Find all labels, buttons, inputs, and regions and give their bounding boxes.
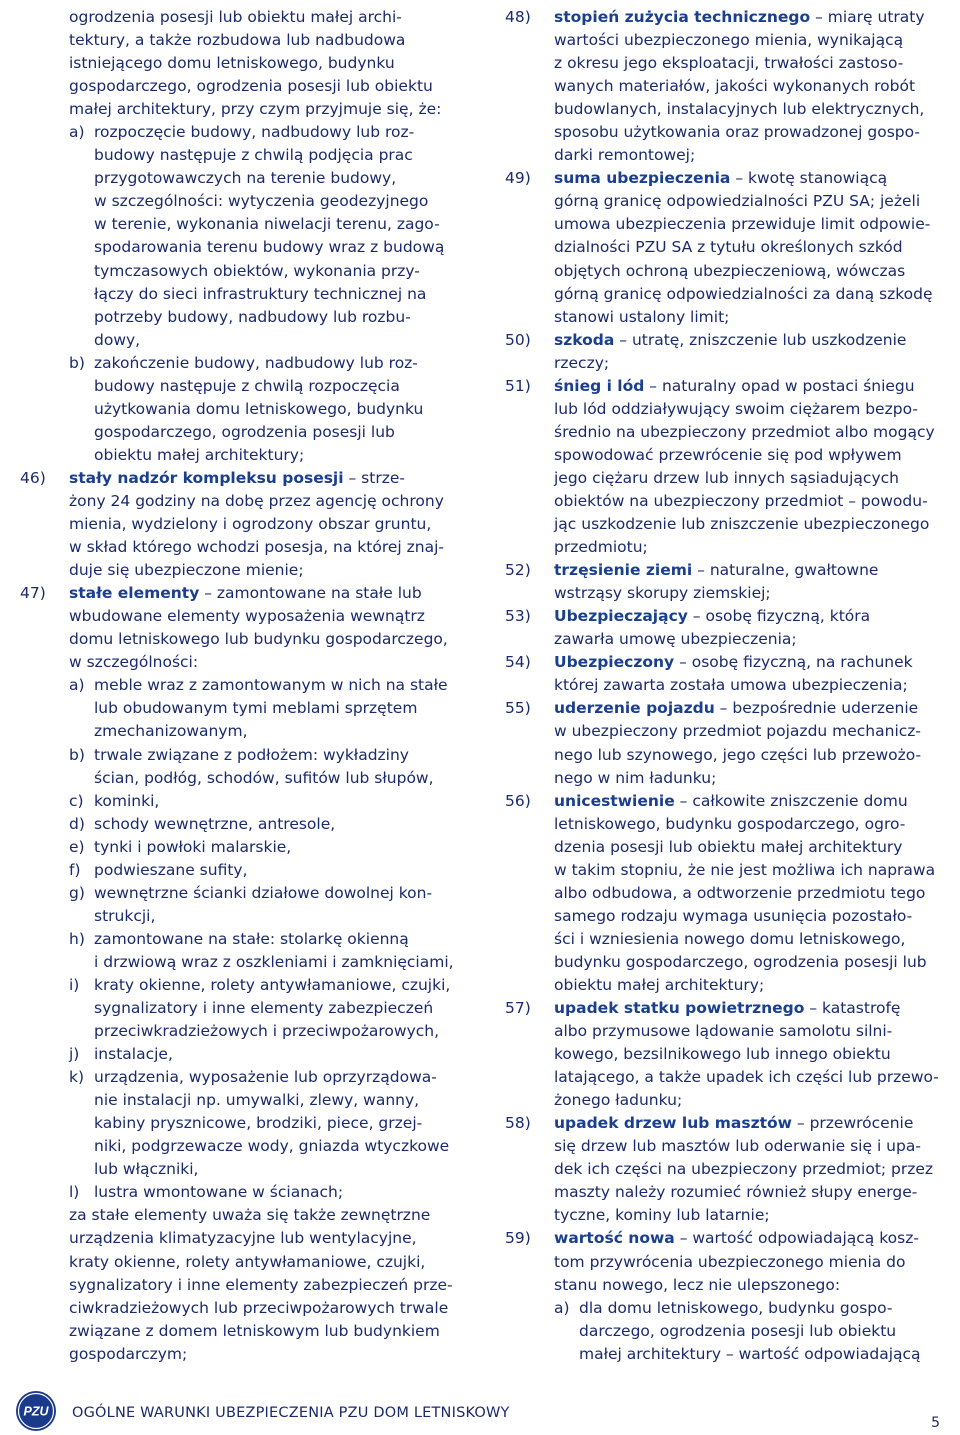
definition-text: – kwotę stanowiącą: [730, 169, 888, 188]
text-line: przygotowawczych na terenie budowy,: [94, 169, 397, 188]
text-line: tymczasowych obiektów, wykonania przy-: [94, 261, 420, 280]
sub-item-text: [94, 813, 475, 836]
sub-item-text: [94, 1043, 475, 1066]
text-line: związane z domem letniskowym lub budynkiem: [69, 1321, 440, 1340]
definition-text: – osobę fizyczną, na rachunek: [674, 653, 913, 672]
sub-item-letter: g): [69, 883, 85, 902]
definition-term: śnieg i lód: [554, 376, 645, 395]
text-line: nego lub szynowego, jego części lub przewożo-: [554, 745, 922, 764]
sub-item-letter: b): [69, 353, 85, 372]
text-line: obiektów na ubezpieczony przedmiot – powodu-: [554, 491, 928, 510]
sub-item: [69, 813, 475, 836]
definition-term: upadek drzew lub masztów: [554, 1114, 792, 1133]
definition-text: – utratę, zniszczenie lub uszkodzenie: [614, 330, 907, 349]
definition-number: 47): [20, 584, 46, 603]
text-line: dzialności PZU SA z tytułu określonych szkód: [554, 238, 903, 257]
sub-item-letter: h): [69, 929, 85, 948]
text-line: wbudowane elementy wyposażenia wewnątrz: [69, 607, 425, 626]
text-line: nego w nim ładunku;: [554, 768, 717, 787]
text-line: podwieszane sufity,: [94, 860, 248, 879]
text-line: użytkowania domu letniskowego, budynku: [94, 399, 424, 418]
definition-term: upadek statku powietrznego: [554, 999, 805, 1018]
definition-number: 58): [505, 1114, 531, 1133]
text-line: nie instalacji np. umywalki, zlewy, wanny,: [94, 1091, 420, 1110]
definition-number: 51): [505, 376, 531, 395]
text-line: zakończenie budowy, nadbudowy lub roz-: [94, 353, 418, 372]
text-line: w takim stopniu, że nie jest możliwa ich naprawa: [554, 860, 936, 879]
definition-text: – naturalny opad w postaci śniegu: [644, 376, 915, 395]
intro-paragraph: [69, 6, 475, 121]
sub-item-text: [94, 928, 475, 974]
definition-text: – osobę fizyczną, która: [687, 607, 871, 626]
text-line: się drzew lub masztów lub oderwanie się i upa-: [554, 1137, 921, 1156]
definition-number: 53): [505, 607, 531, 626]
text-line: duje się ubezpieczone mienie;: [69, 561, 304, 580]
text-line: spowodować przewrócenie się pod wpływem: [554, 445, 902, 464]
sub-item-letter: e): [69, 837, 85, 856]
text-line: [554, 651, 955, 674]
text-line: w ubezpieczony przedmiot pojazdu mechanicz-: [554, 722, 922, 741]
sub-item: [69, 882, 475, 928]
text-line: tyczne, kominy lub latarnie;: [554, 1206, 770, 1225]
sub-item-text: [94, 974, 475, 1043]
text-line: sposobu użytkowania oraz prowadzonej gospo-: [554, 123, 920, 142]
sub-item-letter: c): [69, 791, 84, 810]
text-line: ogrodzenia posesji lub obiektu małej archi-: [69, 8, 402, 26]
sub-item: [69, 836, 475, 859]
text-line: wstrząsy skorupy ziemskiej;: [554, 584, 771, 603]
text-line: [554, 6, 955, 29]
definition-body: [554, 375, 955, 559]
definition-number: 59): [505, 1229, 531, 1248]
text-line: mienia, wydzielony i ogrodzony obszar gruntu,: [69, 515, 432, 534]
text-line: maszty należy rozumieć również słupy energe-: [554, 1183, 918, 1202]
definition-item: [505, 1227, 955, 1296]
text-line: [554, 167, 955, 190]
text-line: kowego, bezsilnikowego lub innego obiektu: [554, 1045, 891, 1064]
text-line: umowa ubezpieczenia przewiduje limit odpowie-: [554, 215, 931, 234]
text-line: której zawarta została umowa ubezpieczenia;: [554, 676, 908, 695]
text-line: schody wewnętrzne, antresole,: [94, 814, 336, 833]
text-line: instalacje,: [94, 1045, 173, 1064]
text-line: i drzwiową wraz z oszkleniami i zamknięciami,: [94, 952, 454, 971]
definition-term: stałe elementy: [69, 584, 200, 603]
definition-text: – całkowite zniszczenie domu: [674, 791, 908, 810]
definition-number: 56): [505, 791, 531, 810]
definition-number: 49): [505, 169, 531, 188]
text-line: obiektu małej architektury;: [94, 445, 305, 464]
sub-item: [69, 974, 475, 1043]
definition-item: [505, 697, 955, 789]
text-line: z okresu jego eksploatacji, trwałości zastoso-: [554, 54, 904, 73]
text-line: letniskowego, budynku gospodarczego, ogro-: [554, 814, 906, 833]
sub-item-text: [94, 859, 475, 882]
text-line: dowy,: [94, 330, 141, 349]
definition-body: [554, 790, 955, 997]
sub-item: [69, 744, 475, 790]
text-line: gospodarczego, ogrodzenia posesji lub obiektu: [69, 77, 433, 96]
text-line: [69, 582, 475, 605]
definition-text: – zamontowane na stałe lub: [199, 584, 422, 603]
definition-body: [554, 605, 955, 651]
definition-text: – katastrofę: [804, 999, 901, 1018]
definition-term: uderzenie pojazdu: [554, 699, 715, 718]
text-line: tom przywrócenia ubezpieczonego mienia do: [554, 1252, 906, 1271]
pzu-logo: [14, 1389, 58, 1433]
definition-number: 55): [505, 699, 531, 718]
text-line: wanych materiałów, jakości wykonanych robót: [554, 77, 916, 96]
definition-body: [69, 582, 475, 674]
definition-number: 54): [505, 653, 531, 672]
text-line: lub obudowanym tymi meblami sprzętem: [94, 699, 418, 718]
text-line: gospodarczym;: [69, 1344, 188, 1363]
text-line: [554, 1112, 955, 1135]
text-line: sygnalizatory i inne elementy zabezpieczeń prze-: [69, 1275, 453, 1294]
text-line: łączy do sieci infrastruktury technicznej na: [94, 284, 427, 303]
text-line: jego ciężaru drzew lub innych sąsiadujących: [554, 468, 899, 487]
text-line: tynki i powłoki malarskie,: [94, 837, 292, 856]
sub-item-text: [579, 1297, 955, 1366]
definition-term: unicestwienie: [554, 791, 675, 810]
sub-item: [69, 352, 475, 467]
definition-body: [554, 1112, 955, 1227]
text-line: lub lód oddziaływujący swoim ciężarem bezpo-: [554, 399, 918, 418]
text-line: ścian, podłóg, schodów, sufitów lub słupów,: [94, 768, 434, 787]
text-line: w terenie, wykonania niwelacji terenu, zago-: [94, 215, 440, 234]
definition-term: stały nadzór kompleksu posesji: [69, 468, 344, 487]
text-line: dzenia posesji lub obiektu małej architektury: [554, 837, 903, 856]
definition-item: [505, 790, 955, 997]
text-line: [69, 467, 475, 490]
sub-item-letter: a): [69, 676, 85, 695]
definition-term: Ubezpieczający: [554, 607, 688, 626]
definition-body: [554, 329, 955, 375]
definition-term: trzęsienie ziemi: [554, 561, 693, 580]
text-line: trwale związane z podłożem: wykładziny: [94, 745, 409, 764]
definition-number: 50): [505, 330, 531, 349]
text-line: kominki,: [94, 791, 160, 810]
definition-term: suma ubezpieczenia: [554, 169, 731, 188]
text-line: stanowi ustalony limit;: [554, 307, 730, 326]
text-line: urządzenia, wyposażenie lub oprzyrządowa-: [94, 1068, 437, 1087]
text-line: górną granicę odpowiedzialności za daną szkodę: [554, 284, 933, 303]
sub-item-text: [94, 744, 475, 790]
text-line: samego rodzaju wymaga usunięcia pozostało-: [554, 906, 913, 925]
sub-item-text: [94, 882, 475, 928]
text-line: spodarowania terenu budowy wraz z budową: [94, 238, 445, 257]
definition-item: [505, 605, 955, 651]
text-line: zamontowane na stałe: stolarkę okienną: [94, 929, 409, 948]
text-line: [554, 605, 955, 628]
text-line: wewnętrzne ścianki działowe dowolnej kon-: [94, 883, 433, 902]
definition-term: Ubezpieczony: [554, 653, 675, 672]
text-line: żony 24 godziny na dobę przez agencję ochrony: [69, 491, 444, 510]
sub-item-letter: k): [69, 1068, 85, 1087]
text-line: dek ich części na ubezpieczony przedmiot; przez: [554, 1160, 934, 1179]
sub-item: [69, 674, 475, 743]
sub-item: [69, 790, 475, 813]
text-line: [554, 329, 955, 352]
sub-item-letter: a): [554, 1298, 570, 1317]
text-line: przeciwkradzieżowych i przeciwpożarowych,: [94, 1022, 440, 1041]
text-line: obiektu małej architektury;: [554, 975, 765, 994]
sub-item-letter: b): [69, 745, 85, 764]
text-line: sygnalizatory i inne elementy zabezpieczeń: [94, 999, 434, 1018]
text-line: przedmiotu;: [554, 538, 648, 557]
text-line: albo odbudowa, a odtworzenie przedmiotu tego: [554, 883, 926, 902]
definition-term: wartość nowa: [554, 1229, 675, 1248]
pzu-logo-text: PZU: [23, 1404, 49, 1419]
text-line: górną granicę odpowiedzialności PZU SA; jeżeli: [554, 192, 921, 211]
sub-item: [69, 1066, 475, 1181]
definition-item: [505, 1112, 955, 1227]
text-line: ści i wzniesienia nowego domu letniskowego,: [554, 929, 906, 948]
text-line: budowy następuje z chwilą rozpoczęcia: [94, 376, 400, 395]
text-line: ciwkradzieżowych lub przeciwpożarowych trwale: [69, 1298, 449, 1317]
text-line: kabiny prysznicowe, brodziki, piece, grzej-: [94, 1114, 423, 1133]
footer-title: OGÓLNE WARUNKI UBEZPIECZENIA PZU DOM LETNISKOWY: [72, 1405, 510, 1421]
definition-body: [554, 997, 955, 1112]
sub-item-text: [94, 1181, 475, 1204]
text-line: strukcji,: [94, 906, 156, 925]
definition-text: – wartość odpowiadającą kosz-: [674, 1229, 919, 1248]
text-line: [554, 697, 955, 720]
text-line: [554, 375, 955, 398]
definition-body: [69, 467, 475, 582]
text-line: w szczególności: wytyczenia geodezyjnego: [94, 192, 429, 211]
text-line: darki remontowej;: [554, 146, 696, 165]
definition-number: 52): [505, 561, 531, 580]
text-line: zawarła umowę ubezpieczenia;: [554, 630, 797, 649]
sub-item: [69, 859, 475, 882]
sub-item: [69, 928, 475, 974]
text-line: [554, 997, 955, 1020]
definition-item: [20, 582, 475, 674]
text-line: rzeczy;: [554, 353, 610, 372]
text-line: średnio na ubezpieczony przedmiot albo mogący: [554, 422, 935, 441]
definition-term: stopień zużycia technicznego: [554, 8, 811, 26]
text-line: latającego, a także upadek ich części lub przewo-: [554, 1068, 939, 1087]
text-line: wartości ubezpieczonego mienia, wynikającą: [554, 31, 904, 50]
sub-item: [69, 1043, 475, 1066]
definition-text: – miarę utraty: [810, 8, 925, 26]
text-line: albo przymusowe lądowanie samolotu silni-: [554, 1022, 893, 1041]
definition-text: – przewrócenie: [791, 1114, 914, 1133]
text-line: małej architektury – wartość odpowiadającą: [579, 1344, 921, 1363]
sub-item: [554, 1297, 955, 1366]
text-line: budowy następuje z chwilą podjęcia prac: [94, 146, 413, 165]
sub-item-letter: a): [69, 123, 85, 142]
definition-item: [505, 651, 955, 697]
definition-number: 57): [505, 999, 531, 1018]
definition-item: [505, 997, 955, 1112]
text-line: rozpoczęcie budowy, nadbudowy lub roz-: [94, 123, 415, 142]
sub-item: [69, 121, 475, 351]
sub-item: [69, 1181, 475, 1204]
text-line: [554, 790, 955, 813]
definition-body: [554, 6, 955, 167]
text-line: lustra wmontowane w ścianach;: [94, 1183, 344, 1202]
text-line: kraty okienne, rolety antywłamaniowe, czujki,: [69, 1252, 426, 1271]
text-line: żonego ładunku;: [554, 1091, 683, 1110]
definition-item: [505, 375, 955, 559]
definition-body: [554, 651, 955, 697]
text-line: dla domu letniskowego, budynku gospo-: [579, 1298, 893, 1317]
text-line: niki, podgrzewacze wody, gniazda wtyczkowe: [94, 1137, 450, 1156]
page-number: 5: [931, 1415, 940, 1431]
text-line: budynku gospodarczego, ogrodzenia posesji lub: [554, 952, 927, 971]
definition-item: [505, 167, 955, 328]
definition-number: 46): [20, 468, 46, 487]
definition-item: [505, 329, 955, 375]
sub-item-text: [94, 790, 475, 813]
sub-item-text: [94, 1066, 475, 1181]
sub-item-letter: l): [69, 1183, 80, 1202]
text-line: darczego, ogrodzenia posesji lub obiektu: [579, 1321, 897, 1340]
sub-item-text: [94, 674, 475, 743]
sub-item-text: [94, 352, 475, 467]
definition-item: [505, 559, 955, 605]
closing-paragraph: [69, 1204, 475, 1365]
text-line: kraty okienne, rolety antywłamaniowe, czujki,: [94, 975, 451, 994]
text-line: w szczególności:: [69, 653, 199, 672]
text-line: meble wraz z zamontowanym w nich na stałe: [94, 676, 448, 695]
text-line: istniejącego domu letniskowego, budynku: [69, 54, 395, 73]
text-line: małej architektury, przy czym przyjmuje się, że:: [69, 100, 442, 119]
sub-item-letter: d): [69, 814, 85, 833]
text-line: jąc uszkodzenie lub zniszczenie ubezpieczonego: [554, 515, 930, 534]
definition-text: – strze-: [343, 468, 405, 487]
definition-number: 48): [505, 8, 531, 26]
definition-term: szkoda: [554, 330, 615, 349]
text-line: budowlanych, instalacyjnych lub elektrycznych,: [554, 100, 925, 119]
text-line: gospodarczego, ogrodzenia posesji lub: [94, 422, 395, 441]
text-line: za stałe elementy uważa się także zewnętrzne: [69, 1206, 431, 1225]
sub-item-letter: i): [69, 975, 80, 994]
text-line: domu letniskowego lub budynku gospodarczego,: [69, 630, 448, 649]
text-line: [554, 1227, 955, 1250]
text-line: urządzenia klimatyzacyjne lub wentylacyjne,: [69, 1229, 417, 1248]
sub-item-text: [94, 121, 475, 351]
definition-item: [505, 6, 955, 167]
definition-item: [20, 467, 475, 582]
definition-body: [554, 1227, 955, 1296]
sub-item-letter: f): [69, 860, 81, 879]
text-line: w skład którego wchodzi posesja, na której znaj-: [69, 538, 445, 557]
text-line: zmechanizowanym,: [94, 722, 248, 741]
text-line: potrzeby budowy, nadbudowy lub rozbu-: [94, 307, 411, 326]
definition-text: – naturalne, gwałtowne: [692, 561, 879, 580]
definition-body: [554, 167, 955, 328]
right-column: [505, 6, 955, 1366]
text-line: stanu nowego, lecz nie ulepszonego:: [554, 1275, 841, 1294]
text-line: objętych ochroną ubezpieczeniową, wówczas: [554, 261, 906, 280]
sub-item-text: [94, 836, 475, 859]
definition-text: – bezpośrednie uderzenie: [714, 699, 919, 718]
text-line: [554, 559, 955, 582]
left-column: [20, 6, 475, 1366]
text-line: lub włączniki,: [94, 1160, 199, 1179]
text-line: tektury, a także rozbudowa lub nadbudowa: [69, 31, 406, 50]
definition-body: [554, 559, 955, 605]
definition-body: [554, 697, 955, 789]
sub-item-letter: j): [69, 1045, 80, 1064]
